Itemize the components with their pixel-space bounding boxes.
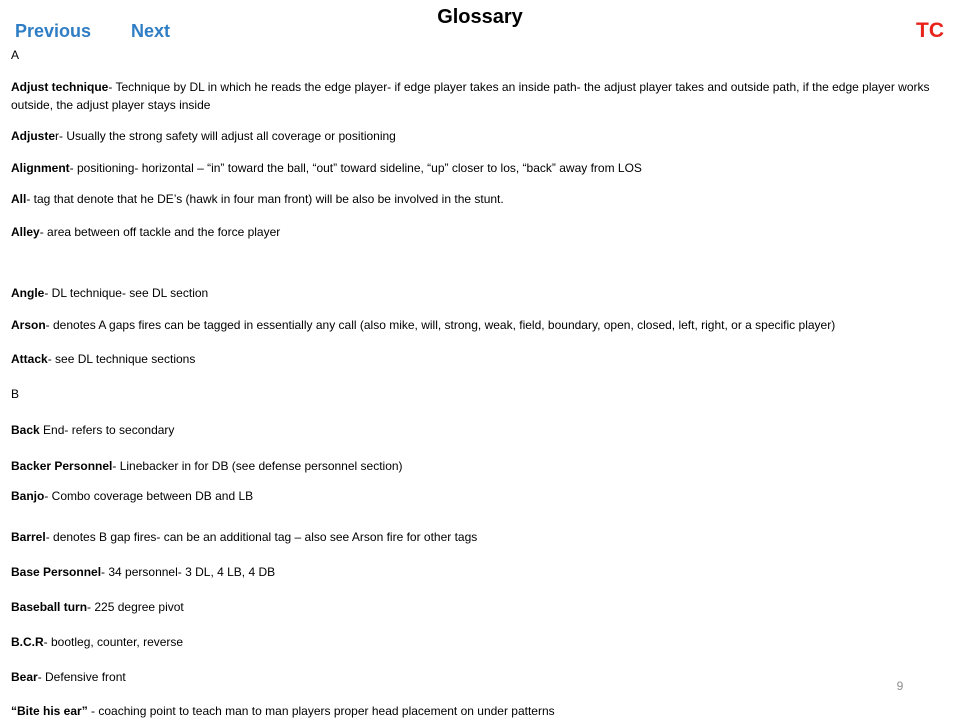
entry-definition: - tag that denote that he DE’s (hawk in four man front) will be also be involved in the stunt. [26, 192, 504, 206]
entry-term: All [11, 192, 27, 206]
entry-term: Backer Personnel [11, 459, 113, 473]
previous-link[interactable]: Previous [15, 21, 92, 41]
entry-definition: - Linebacker in for DB (see defense personnel section) [112, 459, 403, 473]
entry-definition: - denotes A gaps fires can be tagged in essentially any call (also mike, will, strong, weak, field, boundary, open, closed, left, right, or a specific player) [45, 318, 836, 332]
glossary-entry [11, 668, 956, 686]
glossary-entry [11, 457, 956, 475]
glossary-entry [11, 633, 956, 651]
entry-term: Adjust technique [11, 80, 109, 94]
entry-definition: - Technique by DL in which he reads the edge player- if edge player takes an inside path- the adjust player takes and outside path, if the edge player works outside, the adjust player stays inside [11, 80, 930, 112]
entry-definition: - 34 personnel- 3 DL, 4 LB, 4 DB [101, 565, 276, 579]
glossary-entry [11, 421, 956, 439]
glossary-entry [11, 223, 956, 241]
glossary-entry [11, 190, 956, 208]
next-link[interactable]: Next [131, 21, 171, 41]
entry-definition: - bootleg, counter, reverse [43, 635, 184, 649]
entry-term: Angle [11, 286, 45, 300]
glossary-entry [11, 127, 956, 145]
glossary-entry [11, 702, 956, 720]
entry-definition: r- Usually the strong safety will adjust all coverage or positioning [55, 129, 396, 143]
entry-term: “Bite his ear” [11, 704, 88, 718]
glossary-entry [11, 598, 956, 616]
entry-definition: - see DL technique sections [47, 352, 196, 366]
entry-definition: - area between off tackle and the force player [39, 225, 281, 239]
glossary-entry [11, 78, 956, 114]
entry-definition: - positioning- horizontal – “in” toward the ball, “out” toward sideline, “up” closer to los, “back” away from LOS [69, 161, 642, 175]
entry-definition: End- refers to secondary [39, 423, 175, 437]
entry-definition: - 225 degree pivot [87, 600, 184, 614]
entry-definition: - Combo coverage between DB and LB [44, 489, 254, 503]
entry-definition: - Defensive front [37, 670, 126, 684]
page-number: 9 [896, 679, 904, 693]
section-letter-a [11, 46, 956, 64]
entry-term: Adjuste [11, 129, 56, 143]
glossary-entry [11, 316, 956, 334]
entry-term: Back [11, 423, 40, 437]
section-letter-b [11, 385, 956, 403]
entry-term: B.C.R [11, 635, 44, 649]
section-letter: A [11, 48, 20, 62]
page-title: Glossary [437, 6, 523, 28]
glossary-entry [11, 350, 956, 368]
glossary-entry [11, 284, 956, 302]
entry-term: Alignment [11, 161, 70, 175]
glossary-entry [11, 528, 956, 546]
entry-term: Alley [11, 225, 40, 239]
entry-definition: - DL technique- see DL section [44, 286, 209, 300]
tc-link[interactable]: TC [916, 19, 944, 42]
entry-term: Banjo [11, 489, 45, 503]
section-letter: B [11, 387, 20, 401]
glossary-entry [11, 563, 956, 581]
entry-definition: - coaching point to teach man to man players proper head placement on under patterns [87, 704, 555, 718]
entry-term: Attack [11, 352, 48, 366]
entry-definition: - denotes B gap fires- can be an additional tag – also see Arson fire for other tags [45, 530, 478, 544]
entry-term: Barrel [11, 530, 46, 544]
entry-term: Bear [11, 670, 38, 684]
entry-term: Arson [11, 318, 46, 332]
glossary-entry [11, 159, 956, 177]
entry-term: Baseball turn [11, 600, 88, 614]
entry-term: Base Personnel [11, 565, 102, 579]
glossary-entry [11, 487, 956, 505]
